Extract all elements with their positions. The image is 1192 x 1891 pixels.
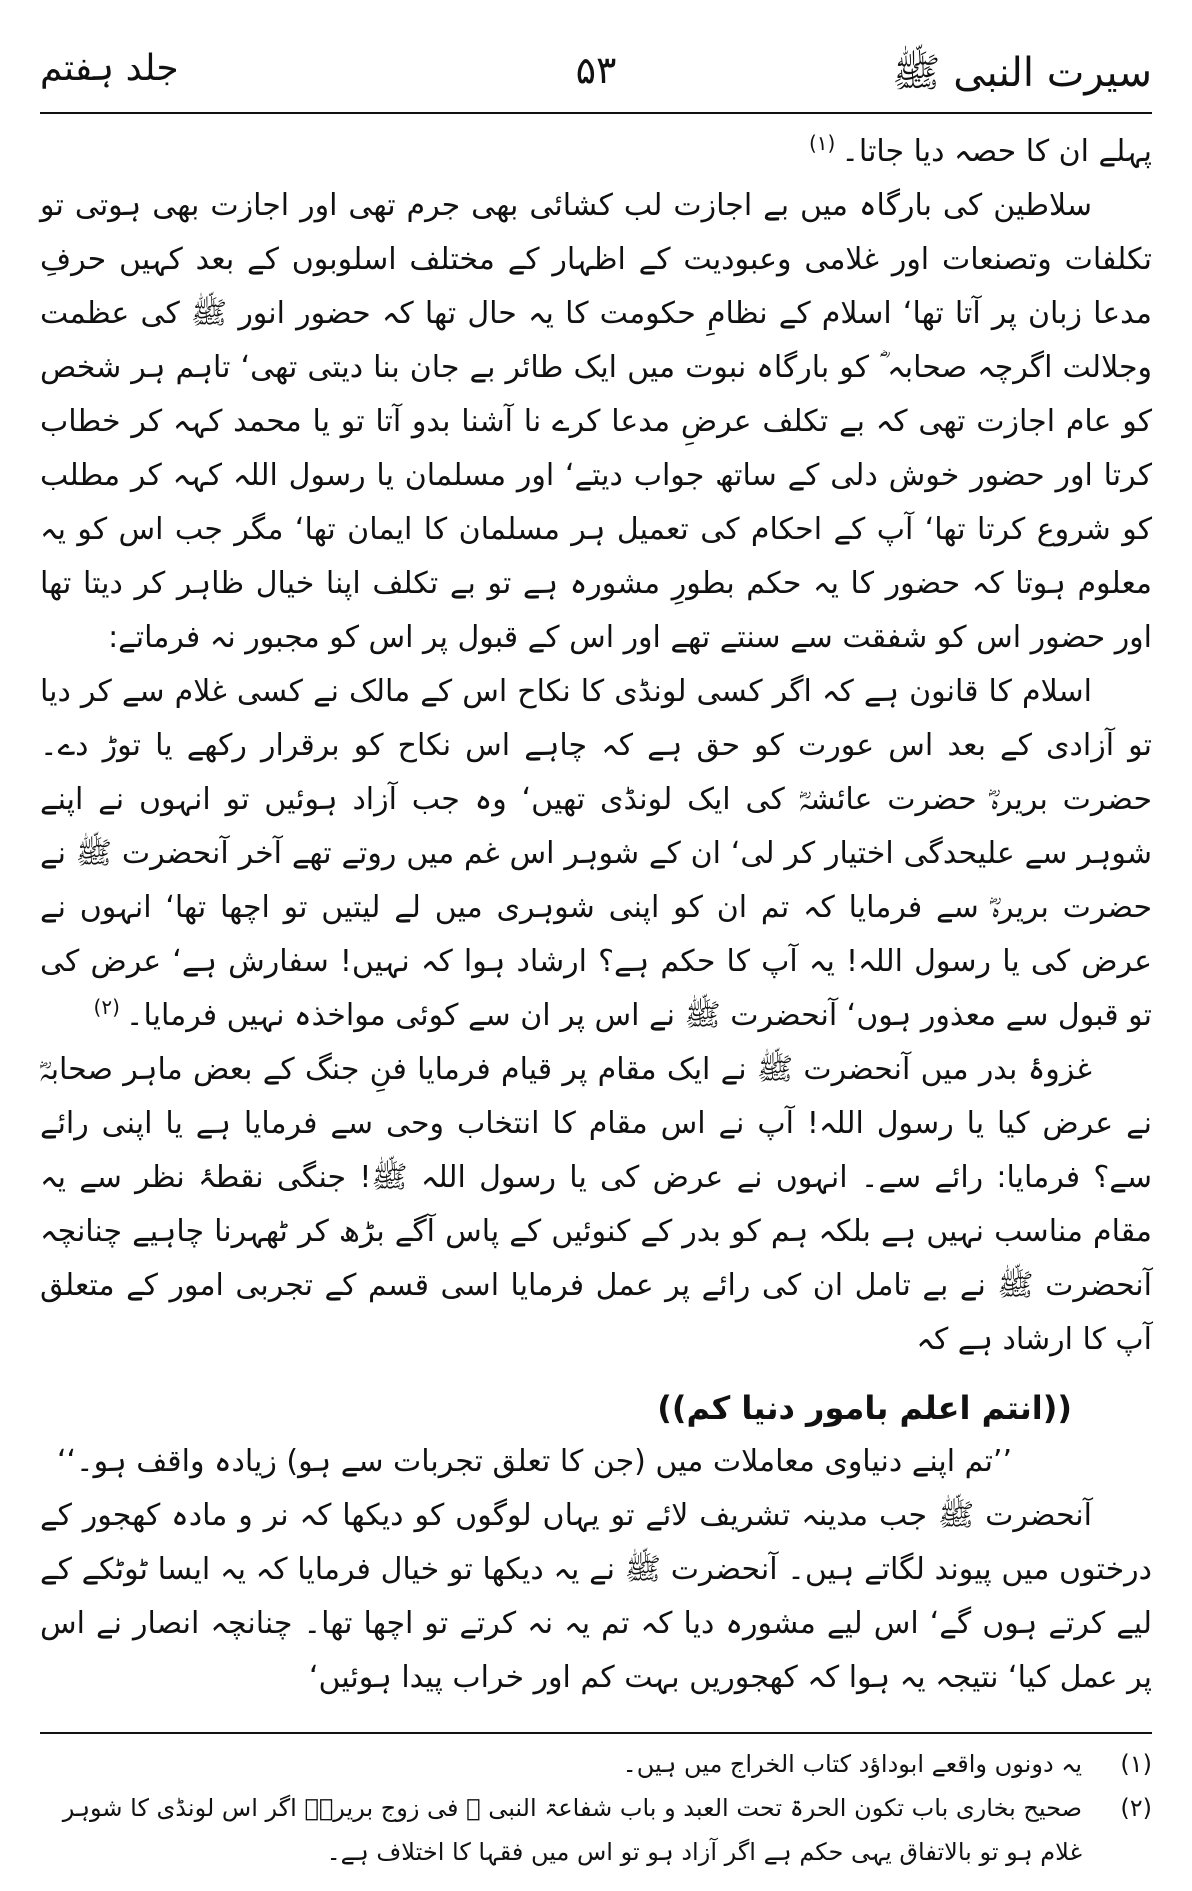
footnote-reference: (۲) — [93, 995, 120, 1019]
footnote-text: یہ دونوں واقعے ابوداؤد کتاب الخراج میں ہیں۔ — [622, 1750, 1082, 1778]
footnote-text: صحیح بخاری باب تکون الحرۃ تحت العبد و باب شفاعۃ النبی ﷺ فی زوج بریرۃؓ اگر اس لونڈی کا شوہر غلام ہو تو بالاتفاق یہی حکم ہے اگر آزاد ہو تو اس میں فقہا کا اختلاف ہے۔ — [62, 1794, 1082, 1866]
paragraph — [40, 665, 1152, 1043]
arabic-quote: ((انتم اعلم بامور دنیا کم)) — [657, 1389, 1072, 1427]
page-number: ۵۳ — [575, 48, 617, 92]
footnote — [40, 1786, 1152, 1874]
paragraph — [40, 125, 1152, 179]
paragraph: سلاطین کی بارگاہ میں بے اجازت لب کشائی بھی جرم تھی اور اجازت بھی ہوتی تو تکلفات وتصنعات اور غلامی وعبودیت کے اظہار کے مختلف اسلوبوں کے بعد کہیں حرفِ مدعا زبان پر آتا تھا‘ اسلام کے نظامِ حکومت کا یہ حال تھا کہ حضور انور ﷺ کی عظمت وجلالت اگرچہ صحابہ ؓ کو بارگاہ نبوت میں ایک طائر بے جان بنا دیتی تھی‘ تاہم ہر شخص کو عام اجازت تھی کہ بے تکلف عرضِ مدعا کرے نا آشنا بدو آتا تو یا محمد کہہ کر خطاب کرتا اور حضور خوش دلی کے ساتھ جواب دیتے‘ اور مسلمان یا رسول اللہ کہہ کر مطلب کو شروع کرتا تھا‘ آپ کے احکام کی تعمیل ہر مسلمان کا ایمان تھا‘ مگر جب اس کو یہ معلوم ہوتا کہ حضور کا یہ حکم بطورِ مشورہ ہے تو بے تکلف اپنا خیال ظاہر کر دیتا تھا اور حضور اس کو شفقت سے سنتے تھے اور اس کے قبول پر اس کو مجبور نہ فرماتے: — [40, 188, 1152, 655]
volume-label: جلد ہفتم — [40, 48, 179, 89]
footnote-number: (۲) — [1120, 1794, 1152, 1822]
paragraph-text: اسلام کا قانون ہے کہ اگر کسی لونڈی کا نکاح اس کے مالک نے کسی غلام سے کر دیا تو آزادی کے بعد اس عورت کو حق ہے کہ چاہے اس نکاح کو برقرار رکھے یا توڑ دے۔ حضرت بریرہؓ حضرت عائشہؓ کی ایک لونڈی تھیں‘ وہ جب آزاد ہوئیں تو انہوں نے اپنے شوہر سے علیحدگی اختیار کر لی‘ ان کے شوہر اس غم میں روتے تھے آخر آنحضرت ﷺ نے حضرت بریرہؓ سے فرمایا کہ تم ان کو اپنی شوہری میں لے لیتیں تو اچھا تھا‘ انہوں نے عرض کی یا رسول اللہ! یہ آپ کا حکم ہے؟ ارشاد ہوا کہ نہیں! سفارش ہے‘ عرض کی تو قبول سے معذور ہوں‘ آنحضرت ﷺ نے اس پر ان سے کوئی مواخذہ نہیں فرمایا۔ — [40, 674, 1152, 1033]
paragraph: غزوۂ بدر میں آنحضرت ﷺ نے ایک مقام پر قیام فرمایا فنِ جنگ کے بعض ماہر صحابہؓ نے عرض کیا یا رسول اللہ! آپ نے اس مقام کا انتخاب وحی سے فرمایا ہے یا اپنی رائے سے؟ فرمایا: رائے سے۔ انہوں نے عرض کی یا رسول اللہ ﷺ! جنگی نقطۂ نظر سے یہ مقام مناسب نہیں ہے بلکہ ہم کو بدر کے کنوئیں کے پاس آگے بڑھ کر ٹھہرنا چاہیے چنانچہ آنحضرت ﷺ نے بے تامل ان کی رائے پر عمل فرمایا اسی قسم کے تجربی امور کے متعلق آپ کا ارشاد ہے کہ — [40, 1052, 1152, 1357]
book-title: سیرت النبی ﷺ — [892, 50, 1152, 96]
footnote-number: (۱) — [1120, 1750, 1152, 1778]
paragraph-text: پہلے ان کا حصہ دیا جاتا۔ — [841, 134, 1152, 169]
footnote — [40, 1742, 1152, 1786]
main-text — [40, 125, 1152, 1705]
page-header — [40, 40, 1152, 114]
quote-translation: ’’تم اپنے دنیاوی معاملات میں (جن کا تعلق تجربات سے ہو) زیادہ واقف ہو۔‘‘ — [56, 1444, 1012, 1479]
paragraph: آنحضرت ﷺ جب مدینہ تشریف لائے تو یہاں لوگوں کو دیکھا کہ نر و مادہ کھجور کے درختوں میں پیوند لگاتے ہیں۔ آنحضرت ﷺ نے یہ دیکھا تو خیال فرمایا کہ یہ ایسا ٹوٹکے کے لیے کرتے ہوں گے‘ اس لیے مشورہ دیا کہ تم یہ نہ کرتے تو اچھا تھا۔ چنانچہ انصار نے اس پر عمل کیا‘ نتیجہ یہ ہوا کہ کھجوریں بہت کم اور خراب پیدا ہوئیں‘ — [40, 1498, 1152, 1695]
footnote-reference: (۱) — [808, 131, 836, 155]
footnotes — [40, 1732, 1152, 1874]
